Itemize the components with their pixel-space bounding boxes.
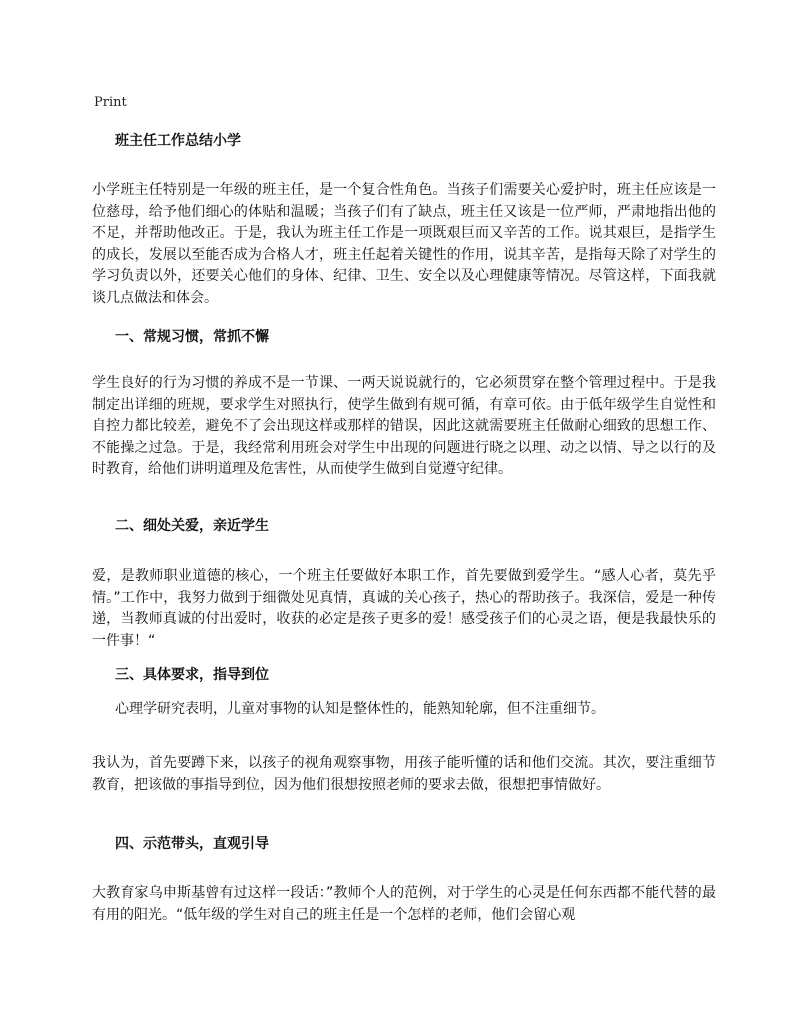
document-title: 班主任工作总结小学 <box>115 133 241 149</box>
print-label: Print <box>94 95 127 110</box>
intro-paragraph: 小学班主任特别是一年级的班主任，是一个复合性角色。当孩子们需要关心爱护时，班主任应该是一位慈母，给予他们细心的体贴和温暖；当孩子们有了缺点，班主任又该是一位严师，严肃地指出他的不足，并帮助他改正。于是，我认为班主任工作是一项既艰巨而又辛苦的工作。说其艰巨，是指学生的成长，发展以至能否成为合格人才，班主任起着关键性的作用，说其辛苦，是指每天除了对学生的学习负责以外，还要关心他们的身体、纪律、卫生、安全以及心理健康等情况。尽管这样，下面我就谈几点做法和体会。 <box>92 182 716 306</box>
section-1-heading: 一、常规习惯，常抓不懈 <box>115 329 269 345</box>
section-1-paragraph: 学生良好的行为习惯的养成不是一节课、一两天说说就行的，它必须贯穿在整个管理过程中。于是我制定出详细的班规，要求学生对照执行，使学生做到有规可循，有章可依。由于低年级学生自觉性和自控力都比较差，避免不了会出现这样或那样的错误，因此这就需要班主任做耐心细致的思想工作、不能操之过急。于是，我经常利用班会对学生中出现的问题进行晓之以理、动之以情、导之以行的及时教育，给他们讲明道理及危害性，从而使学生做到自觉遵守纪律。 <box>92 375 716 477</box>
section-2-paragraph: 爱，是教师职业道德的核心，一个班主任要做好本职工作，首先要做到爱学生。“感人心者，莫先乎情。”工作中，我努力做到于细微处见真情，真诚的关心孩子，热心的帮助孩子。我深信，爱是一种传递，当教师真诚的付出爱时，收获的必定是孩子更多的爱！感受孩子们的心灵之语，便是我最快乐的一件事！“ <box>92 568 716 649</box>
section-4-heading: 四、示范带头，直观引导 <box>115 836 269 852</box>
section-3-paragraph-2: 我认为，首先要蹲下来，以孩子的视角观察事物，用孩子能听懂的话和他们交流。其次，要注重细节教育，把该做的事指导到位，因为他们很想按照老师的要求去做，很想把事情做好。 <box>92 755 716 793</box>
section-2-heading: 二、细处关爱，亲近学生 <box>115 518 269 534</box>
section-3-paragraph-1: 心理学研究表明，儿童对事物的认知是整体性的，能熟知轮廓，但不注重细节。 <box>115 701 605 717</box>
section-4-paragraph: 大教育家乌申斯基曾有过这样一段话：”教师个人的范例，对于学生的心灵是任何东西都不能代替的最有用的阳光。“低年级的学生对自己的班主任是一个怎样的老师，他们会留心观 <box>92 885 716 923</box>
section-3-heading: 三、具体要求，指导到位 <box>115 667 269 683</box>
